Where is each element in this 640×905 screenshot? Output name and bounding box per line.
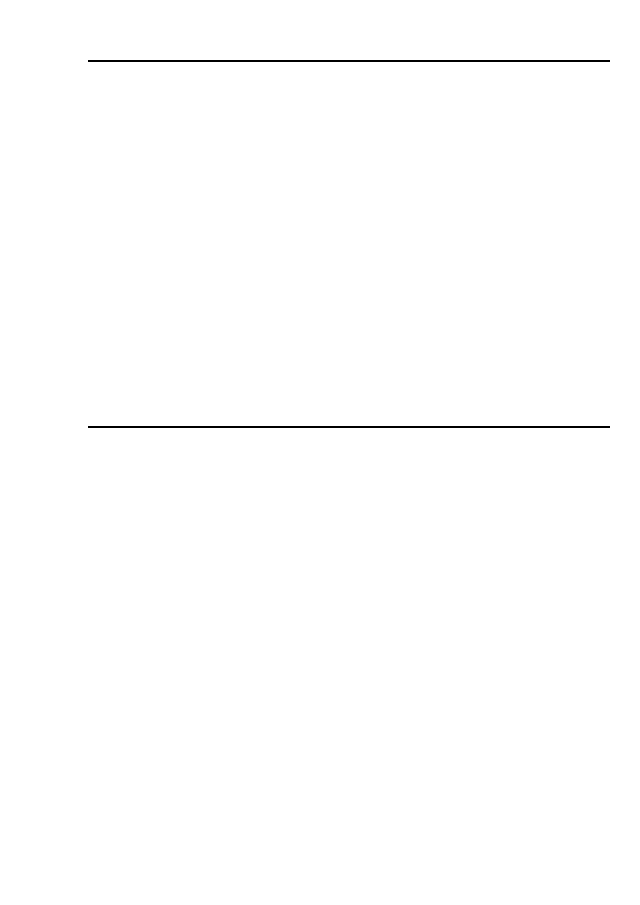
budget-table xyxy=(88,60,610,62)
paragraph-text-continued xyxy=(88,408,609,425)
paragraph-line-1 xyxy=(118,391,609,408)
right-cell-budget xyxy=(303,61,610,62)
results-table xyxy=(88,426,610,428)
paragraph-line-2 xyxy=(88,408,609,425)
paragraph-text xyxy=(118,391,609,408)
table-row xyxy=(89,427,610,428)
right-cell-results xyxy=(303,427,610,428)
table-row xyxy=(89,61,610,62)
left-cell-heading xyxy=(89,427,303,428)
left-cell-empty xyxy=(89,61,303,62)
